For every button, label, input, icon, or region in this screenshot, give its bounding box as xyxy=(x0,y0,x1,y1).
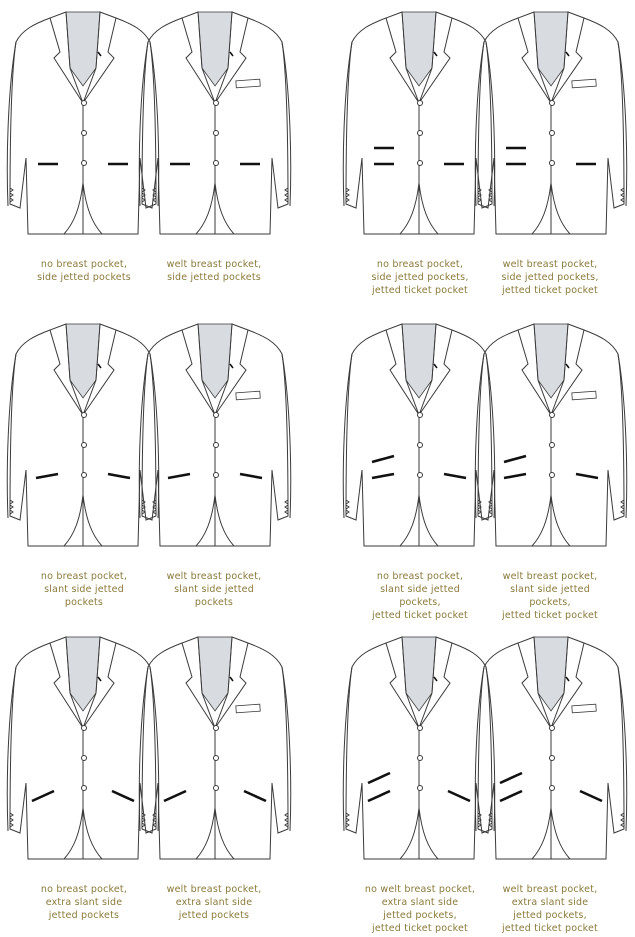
right-sleeve xyxy=(618,354,627,518)
jacket-pair-drawing xyxy=(340,633,630,865)
jacket-no-breast-pocket xyxy=(7,324,158,546)
left-sleeve xyxy=(475,354,484,518)
lapel-buttonhole xyxy=(230,677,233,681)
caption-line: slant side jetted xyxy=(510,584,590,595)
button-2 xyxy=(82,131,87,136)
caption-line: side jetted pockets xyxy=(167,272,261,283)
caption-line: jetted pockets, xyxy=(513,910,587,921)
caption-line: no breast pocket, xyxy=(40,259,128,270)
button-1 xyxy=(418,413,423,418)
right-jetted-pocket xyxy=(576,474,598,478)
jacket-pair-drawing xyxy=(340,320,630,552)
lapel-buttonhole xyxy=(566,677,569,681)
left-jacket-caption xyxy=(350,883,490,935)
right-jacket-caption xyxy=(480,883,620,935)
button-1 xyxy=(550,101,555,106)
lapel-buttonhole xyxy=(434,364,437,368)
caption-line: pockets xyxy=(64,597,104,608)
left-jacket-caption xyxy=(14,570,154,609)
right-jetted-pocket xyxy=(112,791,134,801)
button-1 xyxy=(550,413,555,418)
right-sleeve xyxy=(486,354,495,518)
caption-line: slant side jetted xyxy=(174,584,254,595)
caption-line: jetted pockets xyxy=(178,910,250,921)
right-jetted-pocket xyxy=(448,791,470,801)
jacket-no-breast-pocket xyxy=(7,637,158,859)
button-2 xyxy=(82,756,87,761)
jacket-welt-breast-pocket xyxy=(475,637,626,859)
left-jetted-pocket xyxy=(164,791,186,801)
shirt-collar xyxy=(402,637,436,711)
left-jacket-caption xyxy=(350,570,490,622)
button-2 xyxy=(418,756,423,761)
left-sleeve xyxy=(7,42,16,206)
welt-breast-pocket xyxy=(572,79,596,88)
button-1 xyxy=(82,101,87,106)
button-3 xyxy=(418,473,423,478)
caption-line: jetted ticket pocket xyxy=(502,285,598,296)
left-sleeve xyxy=(343,354,352,518)
button-2 xyxy=(82,443,87,448)
shirt-collar xyxy=(402,12,436,86)
jetted-ticket-pocket xyxy=(500,773,522,783)
right-sleeve xyxy=(150,354,159,518)
left-sleeve xyxy=(7,354,16,518)
button-1 xyxy=(214,726,219,731)
button-3 xyxy=(82,473,87,478)
caption-line: jetted ticket pocket xyxy=(502,610,598,621)
button-3 xyxy=(82,786,87,791)
caption-line: no welt breast pocket, xyxy=(364,884,476,895)
button-2 xyxy=(214,131,219,136)
shirt-collar xyxy=(198,637,232,711)
left-sleeve xyxy=(139,354,148,518)
caption-line: no breast pocket, xyxy=(376,259,464,270)
caption-line: pockets, xyxy=(529,597,571,608)
lapel-buttonhole xyxy=(434,677,437,681)
button-2 xyxy=(550,131,555,136)
left-sleeve xyxy=(343,667,352,831)
caption-line: jetted ticket pocket xyxy=(372,610,468,621)
caption-line: side jetted pockets, xyxy=(371,272,469,283)
caption-line: side jetted pockets xyxy=(37,272,131,283)
lapel-buttonhole xyxy=(230,52,233,56)
caption-line: extra slant side xyxy=(511,897,589,908)
lapel-buttonhole xyxy=(566,364,569,368)
right-jacket-caption xyxy=(480,570,620,622)
button-2 xyxy=(418,443,423,448)
jacket-welt-breast-pocket xyxy=(139,12,290,234)
jacket-no-breast-pocket xyxy=(7,12,158,234)
caption-line: side jetted pockets, xyxy=(501,272,599,283)
jetted-ticket-pocket xyxy=(372,456,394,462)
left-jetted-pocket xyxy=(372,474,394,478)
shirt-collar xyxy=(66,637,100,711)
caption-line: welt breast pocket, xyxy=(502,884,598,895)
shirt-collar xyxy=(66,324,100,398)
jacket-welt-breast-pocket xyxy=(139,324,290,546)
left-jetted-pocket xyxy=(168,474,190,478)
button-1 xyxy=(418,726,423,731)
caption-line: jetted ticket pocket xyxy=(372,285,468,296)
caption-line: jetted ticket pocket xyxy=(372,923,468,934)
button-3 xyxy=(214,786,219,791)
right-jacket-caption xyxy=(144,883,284,922)
left-jetted-pocket xyxy=(32,791,54,801)
left-sleeve xyxy=(7,667,16,831)
welt-breast-pocket xyxy=(572,704,596,713)
right-sleeve xyxy=(150,42,159,206)
left-sleeve xyxy=(475,42,484,206)
button-3 xyxy=(550,161,555,166)
right-sleeve xyxy=(282,667,291,831)
button-2 xyxy=(214,443,219,448)
button-3 xyxy=(418,786,423,791)
caption-line: slant side jetted xyxy=(380,584,460,595)
jacket-welt-breast-pocket xyxy=(475,12,626,234)
caption-line: welt breast pocket, xyxy=(166,571,262,582)
jacket-no-breast-pocket xyxy=(343,324,494,546)
right-jetted-pocket xyxy=(108,474,130,478)
lapel-buttonhole xyxy=(566,52,569,56)
left-jetted-pocket xyxy=(36,474,58,478)
lapel-buttonhole xyxy=(98,364,101,368)
left-sleeve xyxy=(343,42,352,206)
right-sleeve xyxy=(486,42,495,206)
jacket-pair-drawing xyxy=(4,633,294,865)
caption-line: jetted ticket pocket xyxy=(502,923,598,934)
caption-line: pockets xyxy=(194,597,234,608)
button-3 xyxy=(550,786,555,791)
welt-breast-pocket xyxy=(236,79,260,88)
caption-line: welt breast pocket, xyxy=(502,259,598,270)
button-3 xyxy=(82,161,87,166)
right-jacket-caption xyxy=(144,258,284,284)
lapel-buttonhole xyxy=(98,52,101,56)
right-jacket-caption xyxy=(480,258,620,297)
left-jetted-pocket xyxy=(368,791,390,801)
lapel-buttonhole xyxy=(434,52,437,56)
right-jetted-pocket xyxy=(240,474,262,478)
shirt-collar xyxy=(534,12,568,86)
jacket-no-breast-pocket xyxy=(343,12,494,234)
jacket-pair-drawing xyxy=(4,8,294,240)
welt-breast-pocket xyxy=(572,391,596,400)
caption-line: no breast pocket, xyxy=(40,571,128,582)
shirt-collar xyxy=(402,324,436,398)
right-jetted-pocket xyxy=(580,791,602,801)
left-jacket-caption xyxy=(350,258,490,297)
jacket-welt-breast-pocket xyxy=(139,637,290,859)
right-jetted-pocket xyxy=(244,791,266,801)
right-sleeve xyxy=(150,667,159,831)
caption-line: slant side jetted xyxy=(44,584,124,595)
jetted-ticket-pocket xyxy=(368,773,390,783)
jacket-pair-drawing xyxy=(340,8,630,240)
caption-line: extra slant side xyxy=(381,897,459,908)
left-jacket-caption xyxy=(14,883,154,922)
button-3 xyxy=(214,473,219,478)
caption-line: extra slant side xyxy=(175,897,253,908)
shirt-collar xyxy=(198,324,232,398)
shirt-collar xyxy=(66,12,100,86)
right-sleeve xyxy=(618,42,627,206)
left-sleeve xyxy=(139,42,148,206)
shirt-collar xyxy=(534,324,568,398)
right-jetted-pocket xyxy=(444,474,466,478)
button-1 xyxy=(214,413,219,418)
left-jetted-pocket xyxy=(500,791,522,801)
button-3 xyxy=(418,161,423,166)
button-3 xyxy=(214,161,219,166)
left-jacket-caption xyxy=(14,258,154,284)
caption-line: pockets, xyxy=(399,597,441,608)
caption-line: no breast pocket, xyxy=(376,571,464,582)
right-jacket-caption xyxy=(144,570,284,609)
caption-line: welt breast pocket, xyxy=(166,884,262,895)
shirt-collar xyxy=(534,637,568,711)
button-2 xyxy=(550,443,555,448)
button-2 xyxy=(550,756,555,761)
button-1 xyxy=(214,101,219,106)
left-sleeve xyxy=(139,667,148,831)
jacket-welt-breast-pocket xyxy=(475,324,626,546)
jacket-no-breast-pocket xyxy=(343,637,494,859)
caption-line: jetted pockets xyxy=(48,910,120,921)
caption-line: jetted pockets, xyxy=(383,910,457,921)
shirt-collar xyxy=(198,12,232,86)
button-2 xyxy=(214,756,219,761)
caption-line: no breast pocket, xyxy=(40,884,128,895)
caption-line: welt breast pocket, xyxy=(166,259,262,270)
lapel-buttonhole xyxy=(98,677,101,681)
jetted-ticket-pocket xyxy=(504,456,526,462)
right-sleeve xyxy=(282,354,291,518)
button-3 xyxy=(550,473,555,478)
lapel-buttonhole xyxy=(230,364,233,368)
button-1 xyxy=(418,101,423,106)
jacket-pair-drawing xyxy=(4,320,294,552)
button-1 xyxy=(82,413,87,418)
right-sleeve xyxy=(486,667,495,831)
welt-breast-pocket xyxy=(236,391,260,400)
welt-breast-pocket xyxy=(236,704,260,713)
left-sleeve xyxy=(475,667,484,831)
right-sleeve xyxy=(618,667,627,831)
button-2 xyxy=(418,131,423,136)
caption-line: welt breast pocket, xyxy=(502,571,598,582)
left-jetted-pocket xyxy=(504,474,526,478)
right-sleeve xyxy=(282,42,291,206)
caption-line: extra slant side xyxy=(45,897,123,908)
button-1 xyxy=(82,726,87,731)
button-1 xyxy=(550,726,555,731)
